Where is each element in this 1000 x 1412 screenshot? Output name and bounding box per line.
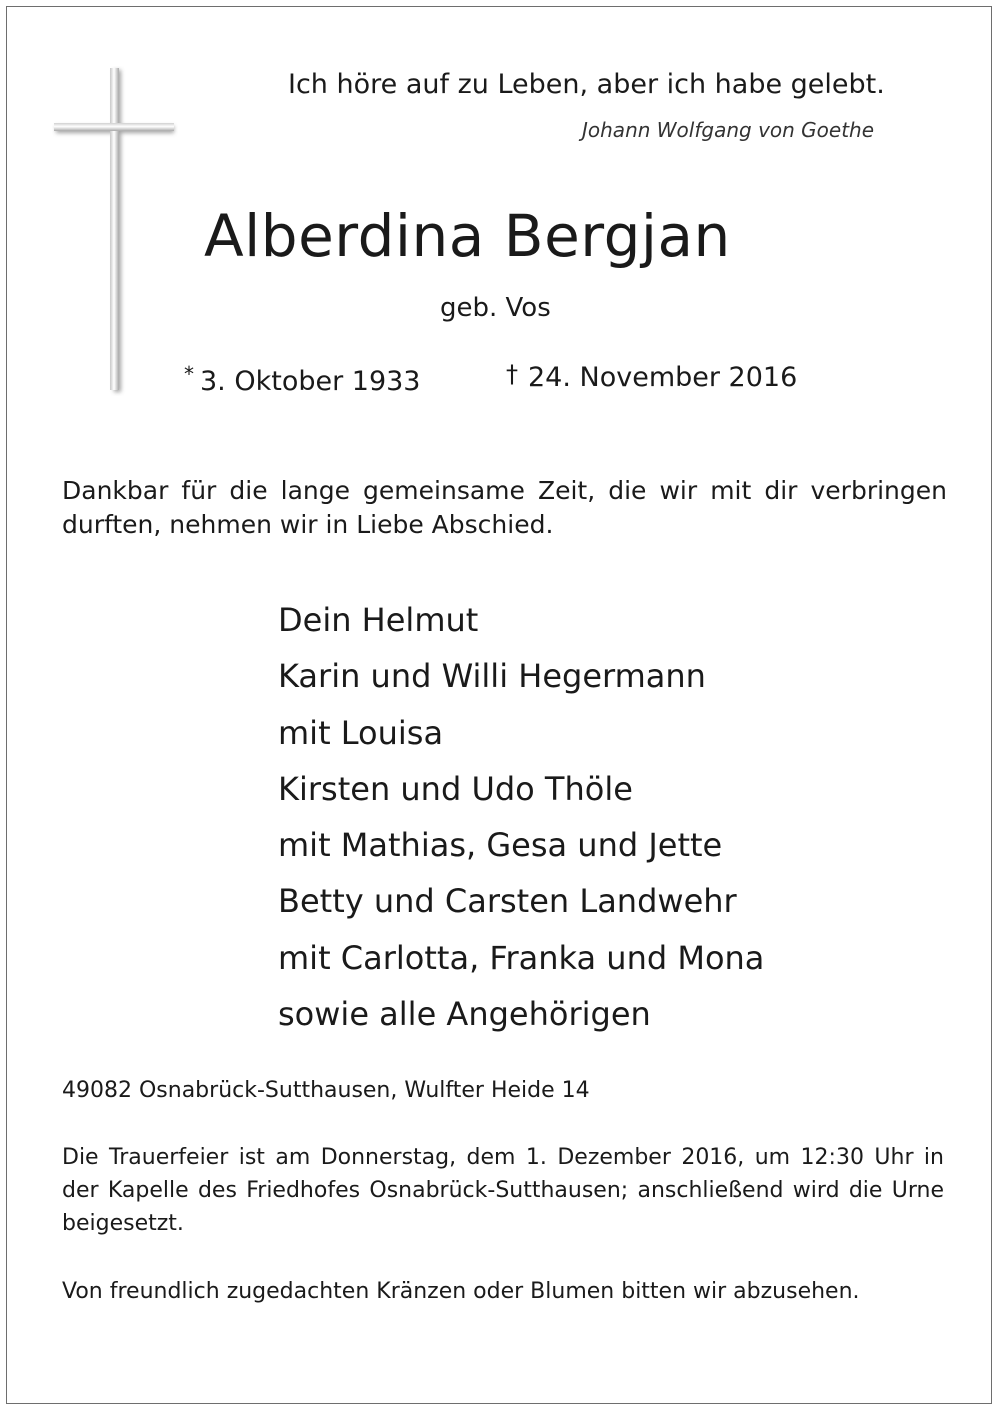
address: 49082 Osnabrück-Sutthausen, Wulfter Heide 14 — [62, 1078, 590, 1103]
family-member: mit Carlotta, Franka und Mona — [278, 938, 765, 977]
death-date: 24. November 2016 — [528, 362, 798, 393]
family-list — [278, 592, 764, 1042]
family-member: sowie alle Angehörigen — [278, 995, 651, 1034]
death-line — [506, 355, 797, 397]
family-member: Betty und Carsten Landwehr — [278, 882, 737, 921]
family-member: Dein Helmut — [278, 601, 479, 639]
quote-author: Johann Wolfgang von Goethe — [582, 118, 875, 142]
quote-text: Ich höre auf zu Leben, aber ich habe gelebt. — [288, 69, 885, 100]
family-member: mit Mathias, Gesa und Jette — [278, 826, 723, 865]
birth-line — [184, 355, 420, 401]
flowers-text: Von freundlich zugedachten Kränzen oder Blumen bitten wir abzusehen. — [62, 1279, 860, 1304]
family-member: mit Louisa — [278, 713, 444, 752]
intro-text: Dankbar für die lange gemeinsame Zeit, die wir mit dir verbringen durften, nehmen wir in Liebe Abschied. — [62, 476, 947, 539]
birth-symbol: * — [184, 362, 194, 386]
family-member: Kirsten und Udo Thöle — [278, 769, 633, 808]
family-member: Karin und Willi Hegermann — [278, 657, 706, 696]
birth-date: 3. Oktober 1933 — [200, 366, 421, 397]
cross-icon — [52, 66, 178, 396]
service-text: Die Trauerfeier ist am Donnerstag, dem 1. Dezember 2016, um 12:30 Uhr in der Kapelle des Friedhofes Osnabrück-Sutthausen; anschließend wird die Urne beigesetzt. — [62, 1145, 944, 1236]
deceased-name: Alberdina Bergjan — [204, 202, 731, 270]
death-symbol: † — [506, 360, 518, 388]
maiden-name: geb. Vos — [440, 293, 551, 323]
